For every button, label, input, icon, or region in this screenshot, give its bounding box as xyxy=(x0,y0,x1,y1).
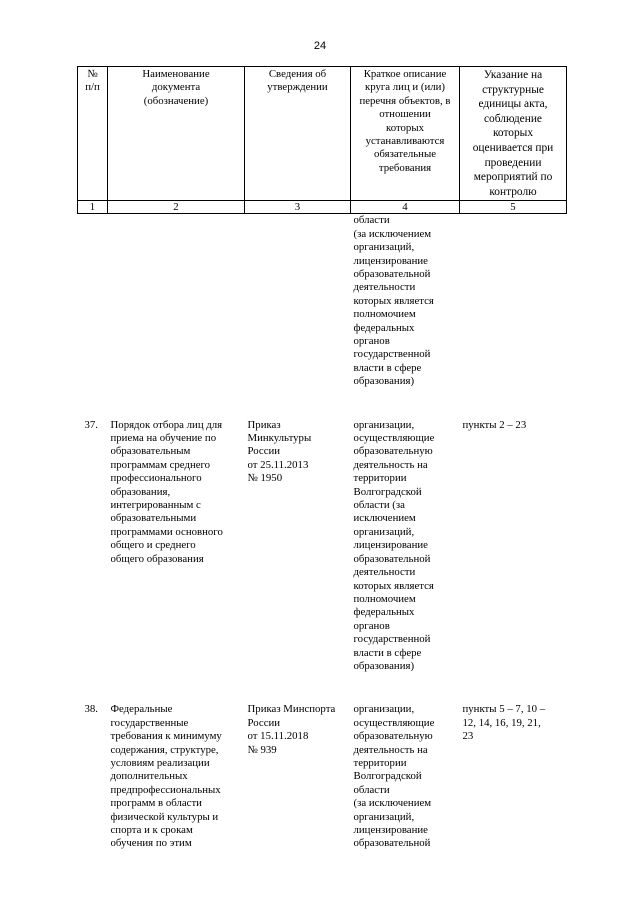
row-structural-units: пункты 2 – 23 xyxy=(462,418,527,431)
row-number: 38. xyxy=(84,703,98,716)
requirements-table xyxy=(77,66,567,851)
column-number-row xyxy=(78,201,567,214)
table-row xyxy=(78,419,567,704)
row-description: области (за исключением организаций, лицензирование образовательной деятельности которых является полномочием федеральных органов государственной власти в сфере образования) xyxy=(353,214,434,388)
table-header-row xyxy=(78,67,567,201)
column-number: 3 xyxy=(245,201,351,214)
row-document-name xyxy=(108,214,245,419)
row-description: организации, осуществляющие образовательную деятельность на территории Волгоградской области (за исключением организаций, лицензирование образовательной деятельности которых является полномочием федеральных органов государственной власти в сфере образования) xyxy=(353,418,435,672)
row-structural-units xyxy=(460,214,567,419)
row-approval xyxy=(245,214,351,419)
row-number xyxy=(78,214,108,419)
page-number: 24 xyxy=(313,40,327,52)
row-document-name: Федеральные государственные требования к минимуму содержания, структуре, условиям реализации дополнительных предпрофессиональных программ в области физической культуры и спорта и к срокам обучения по этим xyxy=(110,703,222,850)
header-approval-info: Сведения об утверждении xyxy=(245,67,351,201)
header-document-name: Наименование документа (обозначение) xyxy=(108,67,245,201)
header-number: № п/п xyxy=(78,67,108,201)
header-structural-units: Указание на структурные единицы акта, соблюдение которых оценивается при проведении мероприятий по контролю xyxy=(460,67,567,201)
header-scope-description: Краткое описание круга лиц и (или) перечня объектов, в отношении которых устанавливаются обязательные требования xyxy=(351,67,460,201)
row-description: организации, осуществляющие образовательную деятельность на территории Волгоградской области (за исключением организаций, лицензирование образовательной xyxy=(353,703,435,850)
column-number: 4 xyxy=(351,201,460,214)
column-number: 1 xyxy=(78,201,108,214)
row-document-name: Порядок отбора лиц для приема на обучение по образовательным программам среднего профессионального образования, интегрированным с образовательными программами основного общего и среднего общего образования xyxy=(110,418,223,565)
table-row xyxy=(78,214,567,419)
row-structural-units: пункты 5 – 7, 10 – 12, 14, 16, 19, 21, 23 xyxy=(462,703,546,743)
column-number: 2 xyxy=(108,201,245,214)
row-number: 37. xyxy=(84,418,98,431)
row-approval: Приказ Минспорта России от 15.11.2018 № 939 xyxy=(247,703,336,756)
row-approval: Приказ Минкультуры России от 25.11.2013 № 1950 xyxy=(247,418,312,485)
column-number: 5 xyxy=(460,201,567,214)
table-row xyxy=(78,703,567,850)
